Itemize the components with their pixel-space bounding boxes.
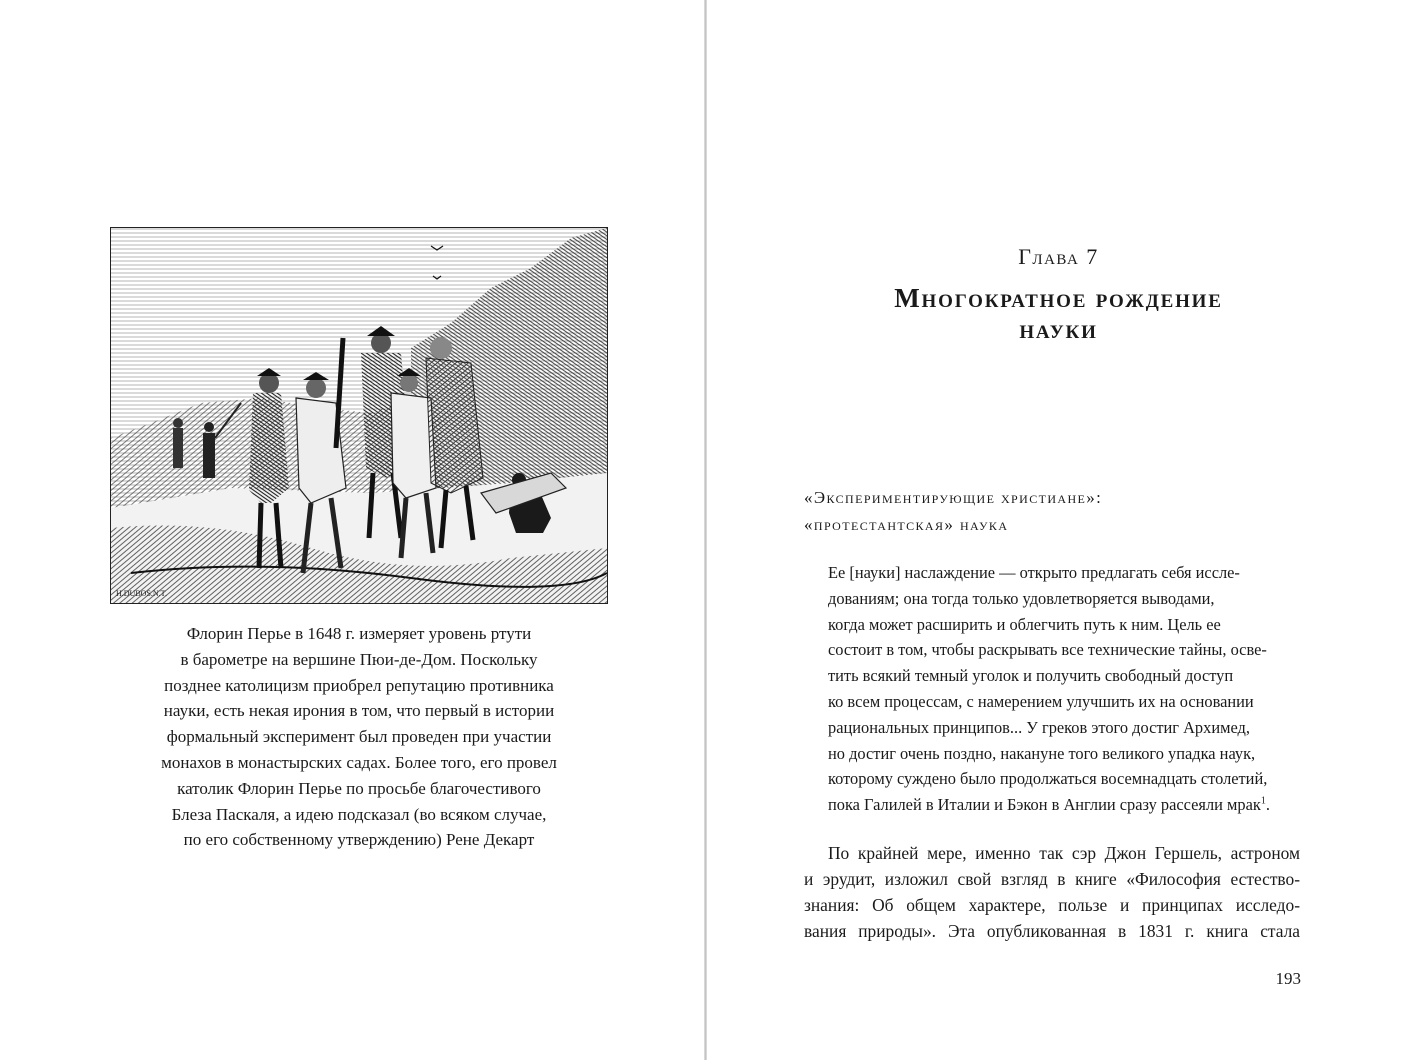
caption-line: Блеза Паскаля, а идею подсказал (во всяком случае, bbox=[171, 804, 547, 824]
caption-line: позднее католицизм приобрел репутацию противника bbox=[164, 675, 554, 695]
epigraph-line-last: пока Галилей в Италии и Бэкон в Англии сразу рассеяли мрак$^1$. bbox=[828, 795, 1270, 815]
epigraph-line: тить всякий темный уголок и получить свободный доступ bbox=[828, 666, 1234, 686]
body-line: знания: Об общем характере, пользе и принципах исследо- bbox=[804, 895, 1300, 915]
epigraph-line: которому суждено было продолжаться восемнадцать столетий, bbox=[828, 769, 1268, 789]
body-line: и эрудит, изложил свой взгляд в книге «Философия естество- bbox=[804, 869, 1300, 889]
chapter-title bbox=[767, 283, 1350, 345]
caption-line: монахов в монастырских садах. Более того, его провел bbox=[161, 752, 557, 772]
caption-line: Флорин Перье в 1648 г. измеряет уровень ртути bbox=[186, 624, 532, 643]
chapter-title-line: науки bbox=[1019, 314, 1098, 344]
caption-line: католик Флорин Перье по просьбе благочестивого bbox=[177, 778, 541, 798]
epigraph-line: состоит в том, чтобы раскрывать все технические тайны, осве- bbox=[828, 640, 1267, 660]
epigraph-line: дованиям; она тогда только удовлетворяется выводами, bbox=[828, 588, 1215, 608]
section-heading-line: «Экспериментирующие христиане»: bbox=[804, 488, 1103, 507]
illustration-caption bbox=[110, 621, 608, 853]
epigraph-line: ко всем процессам, с намерением улучшить их на основании bbox=[828, 691, 1254, 711]
section-heading bbox=[804, 484, 1324, 538]
epigraph-line: пока Галилей в Италии и Бэкон в Англии сразу рассеяли мрак bbox=[828, 795, 1261, 815]
body-paragraph bbox=[804, 840, 1300, 944]
engraver-signature: H.DUBOS.N.T. bbox=[116, 589, 167, 598]
chapter-title-line: Многократное рождение bbox=[894, 283, 1223, 313]
footnote-marker[interactable]: 1 bbox=[1260, 795, 1266, 807]
epigraph-quote bbox=[828, 560, 1308, 818]
right-page bbox=[707, 0, 1410, 1060]
chapter-label: Глава 7 bbox=[1018, 244, 1099, 269]
engraving-illustration bbox=[110, 227, 608, 604]
section-heading-line: «протестантская» наука bbox=[804, 515, 1009, 534]
caption-line: формальный эксперимент был проведен при участии bbox=[166, 727, 552, 747]
caption-line: в барометре на вершине Пюи-де-Дом. Поскольку bbox=[180, 649, 538, 669]
epigraph-line: но достиг очень поздно, накануне того великого упадка наук, bbox=[828, 743, 1256, 763]
caption-line: по его собственному утверждению) Рене Декарт bbox=[183, 830, 535, 850]
caption-line: науки, есть некая ирония в том, что первый в истории bbox=[163, 701, 555, 721]
page-number: 193 bbox=[1275, 969, 1301, 988]
epigraph-line: рациональных принципов... У греков этого достиг Архимед, bbox=[828, 717, 1250, 737]
body-line: вания природы». Эта опубликованная в 1831 г. книга стала bbox=[804, 921, 1300, 941]
body-line: По крайней мере, именно так сэр Джон Гершель, астроном bbox=[828, 843, 1300, 863]
epigraph-line: Ее [науки] наслаждение — открыто предлагать себя иссле- bbox=[828, 563, 1240, 582]
epigraph-line: когда может расширить и облегчить путь к ним. Цель ее bbox=[828, 614, 1221, 634]
